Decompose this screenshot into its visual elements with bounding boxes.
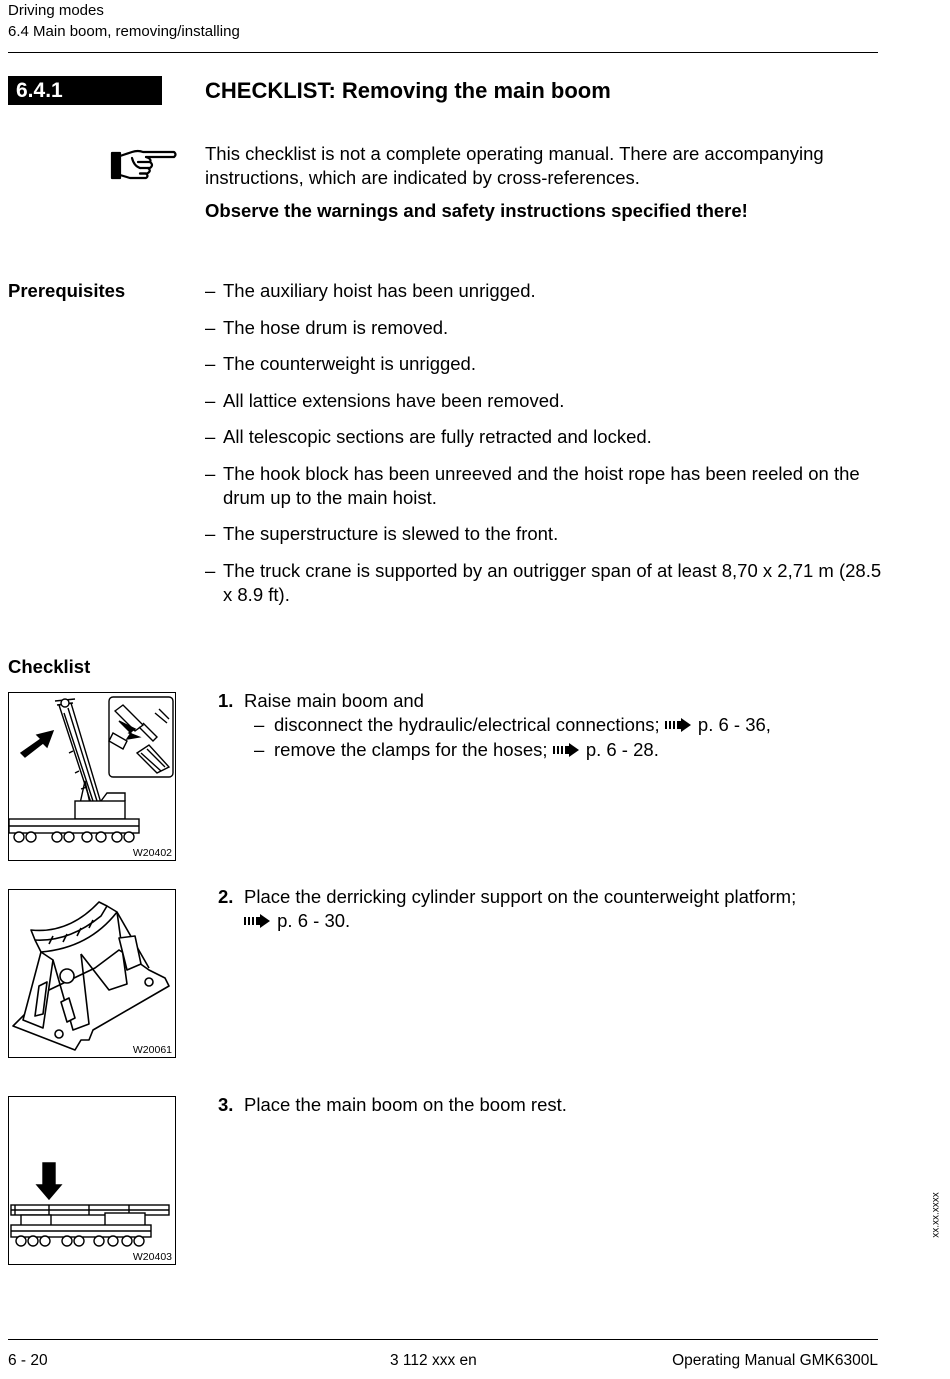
page-number: 6 - 20	[8, 1352, 48, 1369]
cross-reference[interactable]: p. 6 - 30.	[277, 910, 351, 931]
list-item: – The hook block has been unreeved and the hoist rope has been reeled on the drum up to the main hoist.	[205, 462, 860, 508]
svg-text:xx.xx.xxxx: xx.xx.xxxx	[930, 1192, 942, 1238]
header-section: 6.4 Main boom, removing/installing	[8, 23, 240, 40]
list-item: – The truck crane is supported by an outrigger span of at least 8,70 x 2,71 m (28.5 x 8.9 ft).	[205, 559, 882, 605]
note-text: This checklist is not a complete operating manual. There are accompanying instructions, which are indicated by cross-references.	[205, 143, 824, 188]
cross-reference-arrow-icon	[553, 739, 581, 763]
figure-raise-boom	[8, 692, 176, 861]
step-text: Place the main boom on the boom rest.	[244, 1094, 567, 1115]
step-number: 3.	[218, 1094, 234, 1115]
list-item: – All lattice extensions have been removed.	[205, 389, 565, 411]
footer-rule	[8, 1339, 878, 1340]
list-item: – The superstructure is slewed to the front.	[205, 523, 559, 544]
prerequisites-label: Prerequisites	[8, 280, 126, 301]
list-item: – The auxiliary hoist has been unrigged.	[205, 280, 536, 301]
figure-code: W20403	[132, 1251, 172, 1263]
list-item: – The counterweight is unrigged.	[205, 353, 476, 374]
cross-reference-arrow-icon	[665, 714, 693, 738]
header-chapter: Driving modes	[8, 2, 104, 19]
checklist-step-3	[218, 1093, 878, 1117]
document-number: 3 112 xxx en	[390, 1352, 477, 1369]
checklist-label: Checklist	[8, 656, 91, 677]
figure-boom-rest	[8, 1096, 176, 1265]
step-text: Raise main boom and	[244, 690, 424, 711]
section-title: CHECKLIST: Removing the main boom	[205, 78, 611, 103]
figure-cylinder-support	[8, 889, 176, 1058]
list-item: – The hose drum is removed.	[205, 316, 449, 338]
figure-code: W20061	[132, 1044, 172, 1056]
manual-title: Operating Manual GMK6300L	[672, 1352, 878, 1369]
checklist-step-2	[218, 885, 878, 934]
step-text: Place the derricking cylinder support on the counterweight platform;	[244, 886, 797, 907]
cross-reference[interactable]: p. 6 - 28.	[585, 739, 659, 761]
pointing-hand-icon	[110, 146, 178, 184]
prerequisites-list	[205, 279, 885, 619]
checklist-step-1	[218, 689, 878, 763]
header-rule	[8, 52, 878, 53]
safety-warning: Observe the warnings and safety instructions specified there!	[205, 200, 748, 221]
cross-reference[interactable]: p. 6 - 36,	[697, 714, 771, 735]
step-number: 1.	[218, 690, 234, 711]
document-date-code	[926, 1188, 946, 1242]
sub-step: – remove the clamps for the hoses; p. 6 - 28.	[244, 738, 878, 763]
list-item: – All telescopic sections are fully retracted and locked.	[205, 426, 652, 447]
cross-reference-arrow-icon	[244, 910, 272, 934]
sub-step: – disconnect the hydraulic/electrical connections; p. 6 - 36,	[244, 713, 878, 738]
section-number: 6.4.1	[8, 76, 162, 105]
figure-code: W20402	[132, 847, 172, 859]
step-number: 2.	[218, 886, 234, 907]
